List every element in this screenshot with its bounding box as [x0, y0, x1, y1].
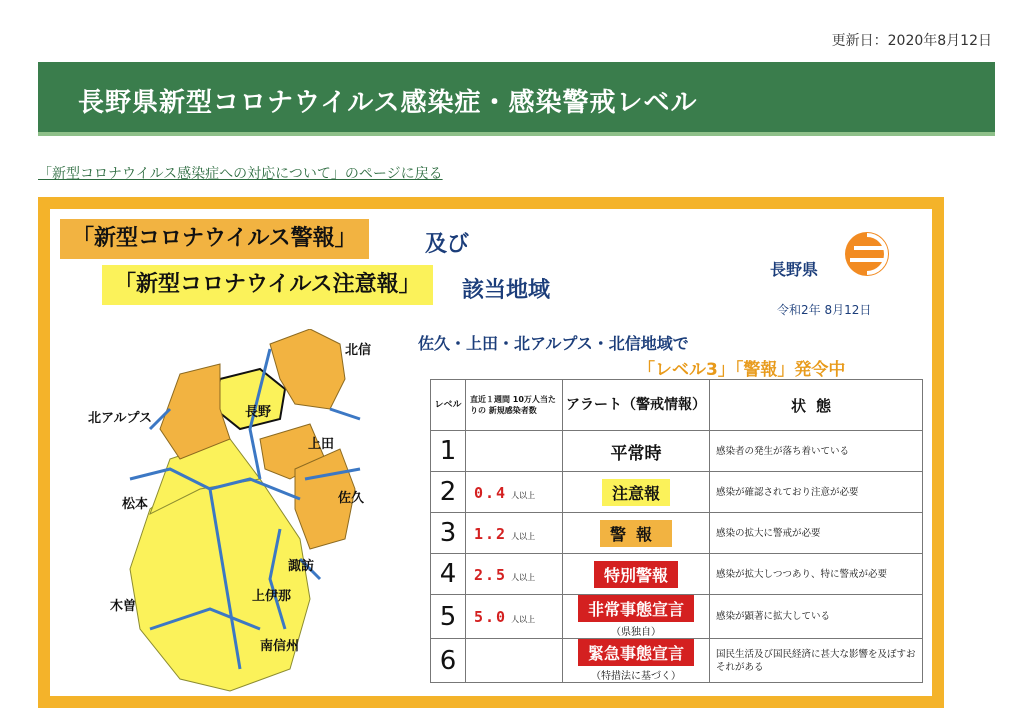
alert-badge: 緊急事態宣言 — [578, 639, 694, 666]
alert-badge: 平常時 — [610, 443, 662, 464]
back-link[interactable]: 「新型コロナウイルス感染症への対応について」のページに戻る — [38, 166, 443, 182]
count-cell — [466, 595, 563, 639]
header-count: 直近１週間 10万人当たりの 新規感染者数 — [466, 380, 563, 431]
count-value: 0.4 — [474, 483, 508, 502]
header-and-text: 及び — [425, 232, 470, 257]
map-label-hokushin: 北信 — [345, 343, 372, 358]
count-cell — [466, 554, 563, 595]
map-label-saku: 佐久 — [338, 491, 365, 506]
poster-inner — [50, 209, 932, 696]
count-cell — [466, 472, 563, 513]
alert-badge: 特別警報 — [594, 561, 678, 588]
alert-level-line: 「レベル3」「警報」発令中 — [638, 360, 846, 380]
level-number: 4 — [431, 554, 466, 595]
map-label-kamiina: 上伊那 — [252, 589, 292, 604]
map-region-nagano — [215, 369, 285, 429]
count-unit: 人以上 — [511, 615, 536, 624]
map-label-ueda: 上田 — [308, 437, 335, 452]
alert-cell — [563, 595, 710, 639]
update-date: 更新日：2020年8月12日 — [831, 33, 992, 49]
count-unit: 人以上 — [511, 490, 536, 500]
count-cell — [466, 431, 563, 472]
state-cell: 感染者の発生が落ち着いている — [710, 431, 923, 472]
level-number: 3 — [431, 513, 466, 554]
level-number: 5 — [431, 595, 466, 639]
alert-badge: 警報 — [600, 520, 672, 547]
page-title: 長野県新型コロナウイルス感染症・感染警戒レベル — [78, 88, 698, 118]
table-row — [431, 513, 923, 554]
state-cell: 感染が確認されており注意が必要 — [710, 472, 923, 513]
table-row — [431, 431, 923, 472]
table-header-row — [431, 380, 923, 431]
header-warning-box: 「新型コロナウイルス警報」 — [60, 219, 369, 259]
level-number: 6 — [431, 639, 466, 683]
alert-sub-label: （県独自） — [611, 627, 661, 638]
map-label-matsumoto: 松本 — [122, 497, 149, 512]
alert-badge: 注意報 — [602, 479, 670, 506]
nagano-region-map — [88, 329, 410, 699]
title-banner — [38, 62, 995, 136]
header-area-text: 該当地域 — [462, 278, 551, 303]
prefecture-name: 長野県 — [770, 260, 819, 279]
map-label-kita-alps: 北アルプス — [88, 411, 152, 426]
alert-cell — [563, 513, 710, 554]
alert-cell — [563, 639, 710, 683]
alert-cell — [563, 554, 710, 595]
count-value: 5.0 — [474, 608, 508, 626]
alert-regions-line: 佐久・上田・北アルプス・北信地域で — [418, 334, 689, 353]
count-value: 2.5 — [474, 565, 508, 584]
level-number: 1 — [431, 431, 466, 472]
map-label-nagano: 長野 — [245, 405, 272, 420]
alert-sub-label: （特措法に基づく） — [591, 671, 681, 682]
table-row — [431, 595, 923, 639]
count-value: 1.2 — [474, 524, 508, 543]
table-row — [431, 554, 923, 595]
map-label-minami-shinshu: 南信州 — [260, 639, 300, 654]
alert-cell — [563, 431, 710, 472]
map-label-suwa: 諏訪 — [288, 559, 315, 574]
header-level: レベル — [431, 380, 466, 431]
header-alert: アラート（警戒情報） — [563, 380, 710, 431]
count-unit: 人以上 — [511, 572, 536, 582]
prefecture-emblem-icon — [844, 231, 890, 277]
count-unit: 人以上 — [511, 531, 536, 541]
issue-date: 令和2年 8月12日 — [777, 303, 872, 317]
header-caution-box: 「新型コロナウイルス注意報」 — [102, 265, 433, 305]
alert-badge: 非常事態宣言 — [578, 595, 694, 622]
state-cell: 感染が拡大しつつあり、特に警戒が必要 — [710, 554, 923, 595]
state-cell: 国民生活及び国民経済に甚大な影響を及ぼすおそれがある — [710, 639, 923, 683]
alert-level-table — [430, 379, 923, 683]
table-row — [431, 639, 923, 683]
alert-level-poster — [38, 197, 944, 708]
table-row — [431, 472, 923, 513]
count-cell — [466, 639, 563, 683]
alert-cell — [563, 472, 710, 513]
map-river-7 — [330, 409, 360, 419]
level-number: 2 — [431, 472, 466, 513]
count-cell — [466, 513, 563, 554]
state-cell: 感染が顕著に拡大している — [710, 595, 923, 639]
map-label-kiso: 木曽 — [110, 599, 137, 614]
header-state: 状態 — [710, 380, 923, 431]
state-cell: 感染の拡大に警戒が必要 — [710, 513, 923, 554]
